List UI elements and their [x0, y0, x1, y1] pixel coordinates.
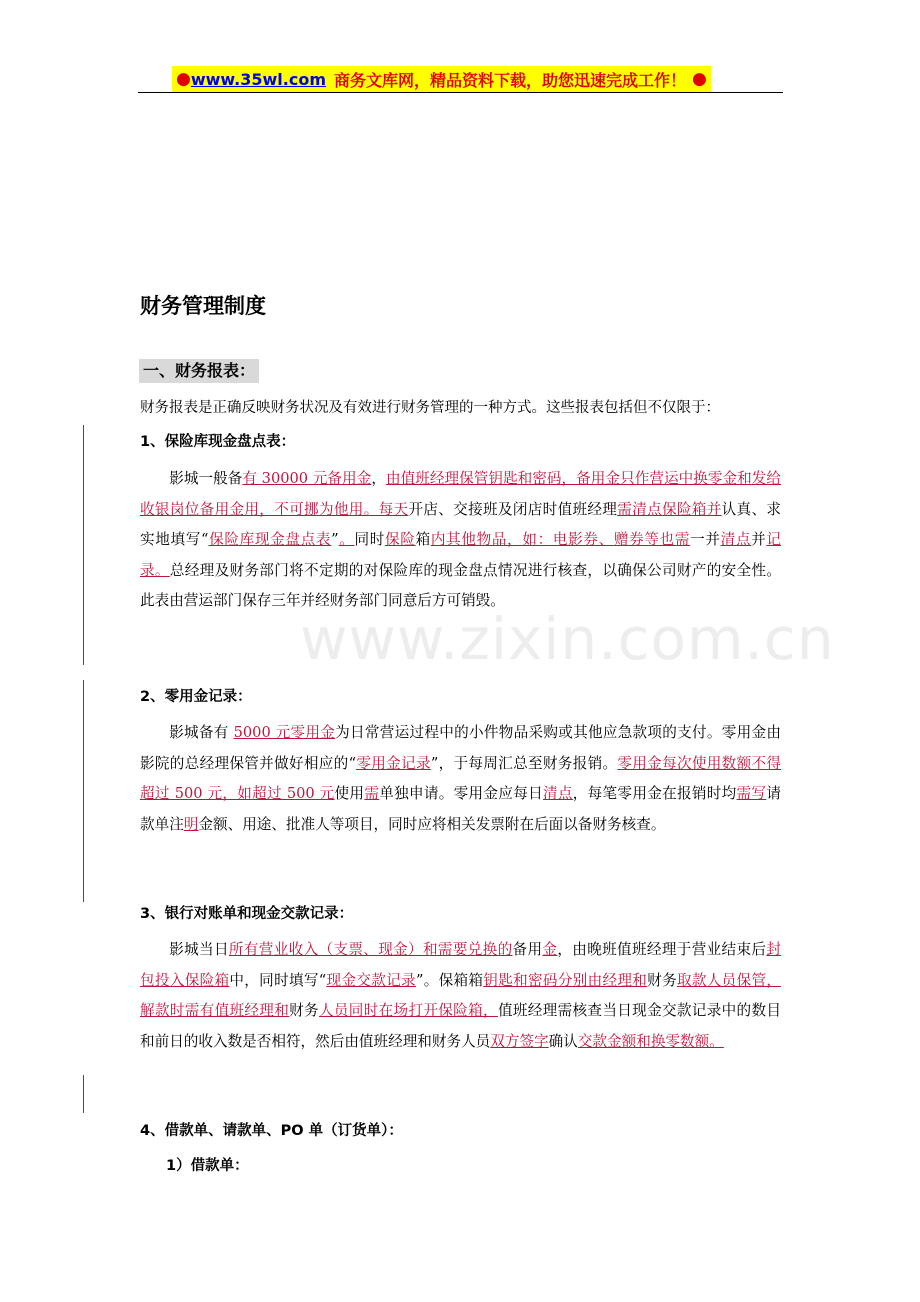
text-run: 为日常营运过程中的小件物品采购或其他应急款项的支付。零用金由影院的总经理保管并做好相应的“ [140, 724, 781, 772]
marked-text: 零用金记录 [356, 754, 431, 772]
marked-text: 零用金每次使用数额不得超过 500 元，如超过 500 元 [140, 754, 781, 802]
marked-text: 清点 [720, 531, 752, 548]
text-run: 影城备有 [169, 724, 234, 741]
item-heading: 1、保险库现金盘点表： [140, 434, 296, 450]
text-run: 确认 [548, 1032, 578, 1050]
text-run: ”。保箱箱 [415, 971, 484, 989]
site-link[interactable]: www.35wl.com [190, 69, 326, 89]
marked-text: 5000 元零用金 [233, 724, 336, 741]
watermark: www.zixin.com.cn [300, 605, 835, 673]
item-paragraph [140, 718, 781, 840]
text-run: 备用 [512, 941, 543, 958]
text-run: 值班经理需核查当日现金交款记录中的数目和前日的收入数是否相符，然后由值班经理和财务人员 [140, 1002, 781, 1050]
marked-text: 人员同时在场打开保险箱， [318, 1002, 498, 1019]
text-run: 中，同时填写“ [229, 971, 327, 989]
banner-text: 商务文库网，精品资料下载，助您迅速完成工作！ [334, 70, 687, 90]
item-heading: 2、零用金记录： [140, 689, 252, 705]
revision-bar [83, 425, 84, 665]
text-run: ， [371, 470, 386, 487]
text-run: ，由晚班值班经理于营业结束后 [557, 941, 767, 958]
item-heading: 3、银行对账单和现金交款记录： [140, 906, 354, 922]
marked-text: 需 [364, 785, 380, 802]
item-paragraph [140, 935, 781, 1057]
marked-text: 保险 [385, 531, 416, 548]
marked-text: 有 30000 元备用金 [242, 470, 372, 487]
bullet-icon: ● [176, 69, 191, 89]
marked-text: 现金交款记录 [326, 971, 416, 989]
text-run: 并 [751, 531, 767, 548]
marked-text: 需清点保险箱并 [617, 500, 722, 518]
text-run: 总经理及财务部门将不定期的对保险库的现金盘点情况进行核查，以确保公司财产的安全性。此表由营运部门保存三年并经财务部门同意后方可销毁。 [140, 561, 781, 609]
text-run: ”，于每周汇总至财务报销。 [430, 754, 618, 772]
section-intro: 财务报表是正确反映财务状况及有效进行财务管理的一种方式。这些报表包括但不仅限于： [140, 400, 720, 416]
text-run: 财务 [647, 971, 677, 989]
text-run: 同时 [354, 531, 386, 548]
text-run: 箱 [415, 531, 431, 548]
subitem-heading: 1）借款单： [166, 1158, 249, 1174]
header-banner [172, 66, 711, 92]
revision-bar [83, 680, 84, 902]
marked-text: 所有营业收入（支票、现金）和需要兑换的 [228, 941, 513, 958]
text-run: ” [331, 531, 339, 548]
revision-bar [83, 1075, 84, 1113]
text-run: ，每笔零用金在报销时均 [572, 785, 737, 802]
marked-text: 交款金额和换零数额。 [577, 1032, 724, 1050]
section-heading: 一、财务报表： [139, 359, 259, 383]
item-paragraph [140, 464, 781, 617]
item-heading: 4、借款单、请款单、PO 单（订货单）： [140, 1123, 403, 1139]
text-run: 开店、交接班及闭店时值班经理 [408, 500, 618, 518]
marked-text: 取款人员保管，解款时需有值班经理和 [140, 971, 781, 1019]
marked-text: 需写 [736, 785, 767, 802]
header-rule [138, 92, 783, 93]
marked-text: 钥匙和密码分别由经理和 [483, 971, 648, 989]
page-title: 财务管理制度 [140, 294, 266, 318]
marked-text: 由值班经理保管钥匙和密码，备用金只作营运中换零金和发给收银岗位备用金用，不可挪为他用。每天 [140, 470, 781, 518]
marked-text: 清点 [542, 785, 573, 802]
marked-text: 。 [338, 531, 355, 548]
text-run: 一并 [690, 531, 721, 548]
text-run: 财务 [289, 1002, 319, 1019]
text-run: 金额、用途、批准人等项目，同时应将相关发票附在后面以备财务核查。 [198, 815, 666, 833]
text-run: 请款单注 [140, 785, 781, 833]
marked-text: 记录。 [140, 531, 781, 579]
marked-text: 封包投入保险箱 [140, 941, 781, 989]
bullet-icon: ● [692, 69, 707, 89]
text-run: 使用 [334, 785, 365, 802]
text-run: 单独申请。零用金应每日 [379, 785, 543, 802]
marked-text: 双方签字 [490, 1032, 549, 1050]
marked-text: 明 [183, 815, 199, 833]
marked-text: 内其他物品，如：电影券、赠券等也需 [430, 531, 691, 548]
text-run: 认真、求实地填写“ [140, 500, 781, 548]
marked-text: 金 [542, 941, 558, 958]
text-run: 影城一般备 [169, 470, 243, 487]
text-run: 影城当日 [169, 941, 229, 958]
marked-text: 保险库现金盘点表 [208, 531, 332, 548]
